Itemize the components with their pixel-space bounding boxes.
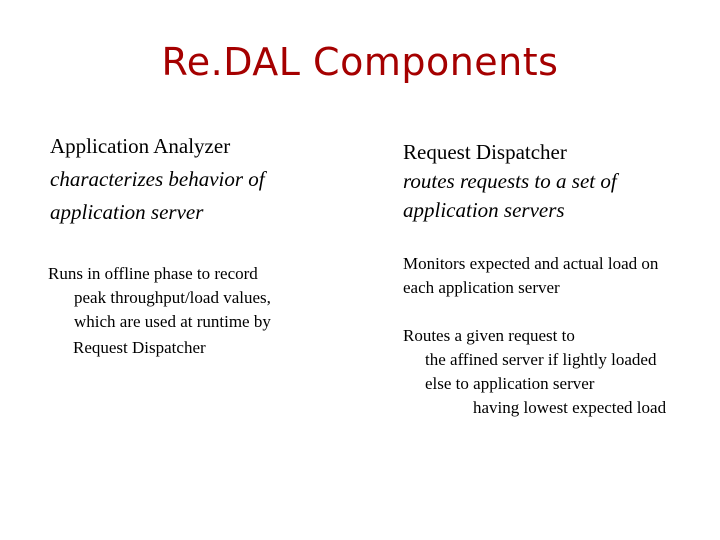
request-dispatcher-description-line-2: application servers	[403, 198, 565, 222]
routing-line-2: the affined server if lightly loaded	[425, 350, 657, 369]
request-dispatcher-description-line-1: routes requests to a set of	[403, 169, 617, 193]
offline-phase-line-2: peak throughput/load values,	[74, 288, 271, 307]
request-dispatcher-heading: Request Dispatcher	[403, 140, 567, 164]
monitor-line-1: Monitors expected and actual load on	[403, 254, 659, 273]
routing-line-1: Routes a given request to	[403, 326, 575, 345]
offline-phase-line-4: Request Dispatcher	[73, 338, 206, 357]
offline-phase-line-1: Runs in offline phase to record	[48, 264, 258, 283]
application-analyzer-details	[48, 262, 271, 360]
monitoring-details	[403, 252, 658, 300]
routing-line-3: else to application server	[425, 374, 595, 393]
slide-title: Re.DAL Components	[161, 40, 559, 84]
application-analyzer-description-line-2: application server	[50, 200, 204, 224]
offline-phase-line-3: which are used at runtime by	[74, 312, 271, 331]
request-dispatcher-section	[403, 138, 617, 225]
monitor-line-2: each application server	[403, 278, 560, 297]
routing-line-4: having lowest expected load	[473, 398, 667, 417]
application-analyzer-description-line-1: characterizes behavior of	[50, 167, 265, 191]
routing-details	[403, 324, 666, 420]
application-analyzer-section	[50, 130, 265, 229]
application-analyzer-heading: Application Analyzer	[50, 134, 231, 158]
